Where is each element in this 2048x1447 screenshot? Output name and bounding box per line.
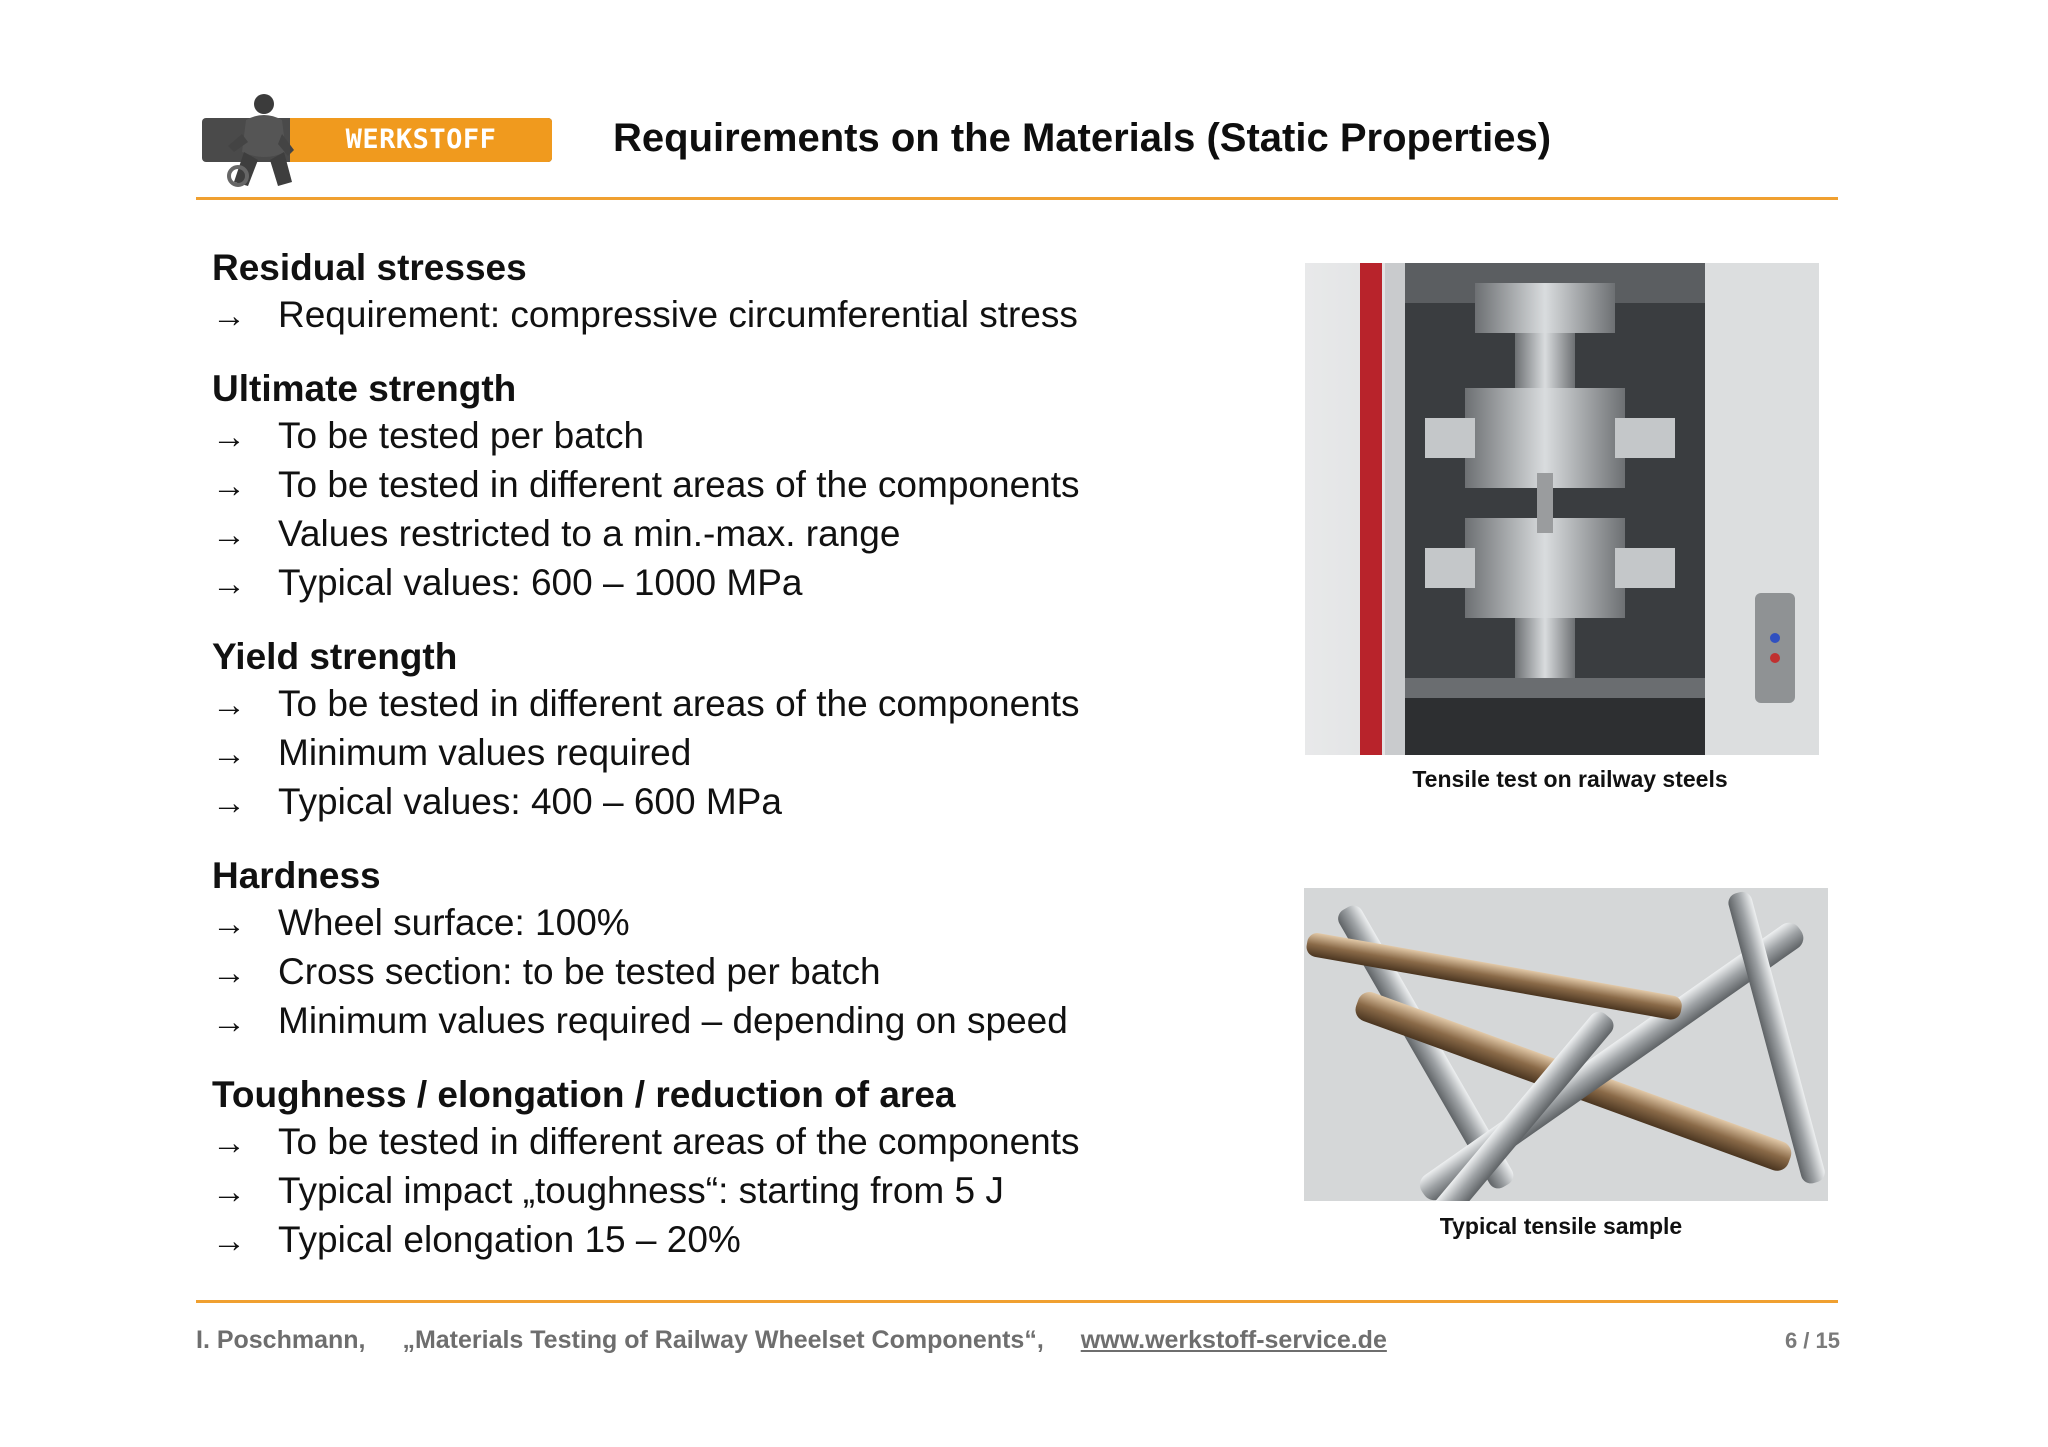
tensile-test-machine-photo [1305,263,1819,755]
arrow-icon: → [212,418,246,456]
arrow-icon: → [212,1003,246,1041]
section-hardness [212,852,1242,1046]
list-item-text: To be tested per batch [278,415,645,456]
list-item [212,291,1242,340]
list-item [212,899,1242,948]
tensile-machine-illustration [1305,263,1819,755]
list-item-text: Minimum values required [278,732,692,773]
list-item [212,1118,1242,1167]
header-divider [196,197,1838,200]
image-caption: Tensile test on railway steels [1412,766,1728,792]
footer-divider [196,1300,1838,1303]
arrow-icon: → [212,1173,246,1211]
section-title: Residual stresses [212,247,527,288]
arrow-icon: → [212,297,246,335]
list-item [212,559,1242,608]
arrow-icon: → [212,516,246,554]
list-item [212,997,1242,1046]
arrow-icon: → [212,954,246,992]
arrow-icon: → [212,1222,246,1260]
list-item-text: Cross section: to be tested per batch [278,951,881,992]
section-yield-strength [212,633,1242,827]
list-item [212,778,1242,827]
arrow-icon: → [212,905,246,943]
arrow-icon: → [212,1124,246,1162]
list-item [212,510,1242,559]
tensile-samples-photo [1304,888,1828,1201]
section-title: Toughness / elongation / reduction of area [212,1074,956,1115]
worker-mascot-icon [224,90,296,190]
list-item [212,412,1242,461]
page-number: 6 / 15 [1784,1328,1840,1353]
logo-wordmark: WERKSTOFF SERVICE [345,124,497,195]
tensile-samples-illustration [1304,888,1828,1201]
arrow-icon: → [212,735,246,773]
list-item-text: Minimum values required – depending on speed [278,1000,1068,1041]
list-item [212,461,1242,510]
section-residual-stresses [212,244,1242,340]
image-caption: Typical tensile sample [1439,1213,1683,1239]
section-title: Ultimate strength [212,368,517,409]
section-title: Hardness [212,855,381,896]
requirements-list [212,244,1242,1290]
section-ultimate-strength [212,365,1242,608]
footer-talk-title: „Materials Testing of Railway Wheelset Components“, [402,1326,1044,1354]
list-item [212,948,1242,997]
arrow-icon: → [212,467,246,505]
list-item [212,1216,1242,1265]
list-item [212,680,1242,729]
footer-author: I. Poschmann, [196,1326,366,1354]
list-item-text: Typical values: 400 – 600 MPa [278,781,782,822]
list-item-text: Typical impact „toughness“: starting from 5 J [278,1170,1004,1211]
list-item-text: Wheel surface: 100% [278,902,630,943]
page-title: Requirements on the Materials (Static Properties) [613,116,1552,160]
list-item-text: Requirement: compressive circumferential stress [278,294,1078,335]
list-item-text: To be tested in different areas of the components [278,464,1080,505]
website-link[interactable]: www.werkstoff-service.de [1080,1326,1387,1354]
list-item-text: Typical elongation 15 – 20% [278,1219,741,1260]
list-item [212,1167,1242,1216]
list-item-text: To be tested in different areas of the components [278,683,1080,724]
list-item [212,729,1242,778]
section-toughness [212,1071,1242,1265]
list-item-text: Typical values: 600 – 1000 MPa [278,562,803,603]
footer [196,1326,1417,1355]
list-item-text: To be tested in different areas of the components [278,1121,1080,1162]
arrow-icon: → [212,686,246,724]
arrow-icon: → [212,784,246,822]
section-title: Yield strength [212,636,458,677]
arrow-icon: → [212,565,246,603]
company-logo [196,90,556,195]
list-item-text: Values restricted to a min.-max. range [278,513,901,554]
